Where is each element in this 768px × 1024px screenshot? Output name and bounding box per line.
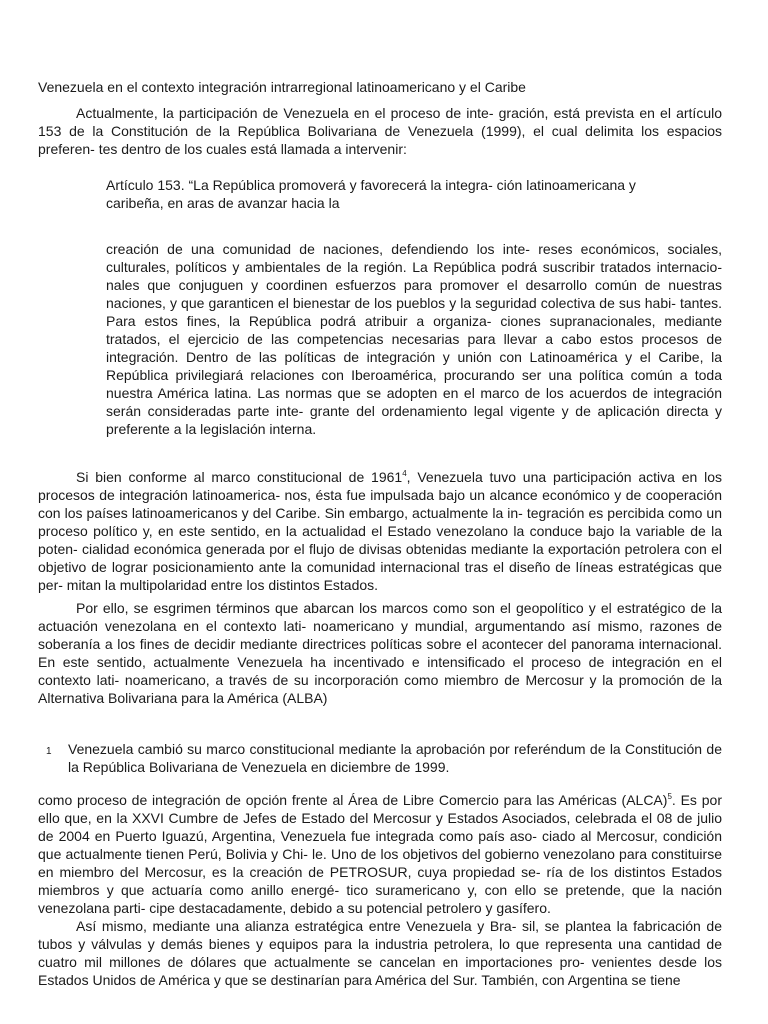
paragraph-geopolitical: Por ello, se esgrimen términos que abarcan los marcos como son el geopolítico y el estratégico de la actuación venezolana en el contexto lati- noamericano y mundial, argumentando así mismo, razones de soberanía a los fines de decidir mediante directrices políticas sobre el acontecer del panorama internacional. En este sentido, actualmente Venezuela ha incentivado e intensificado el proceso de integración en el contexto lati- noamericano, a través de su incorporación como miembro de Mercosur y la promoción de la Alternativa Bolivariana para la América (ALBA) [38,600,722,706]
paragraph-text: Si bien conforme al marco constitucional de 1961 [76,469,403,485]
paragraph-mercosur [38,791,722,917]
footnote-reference: 5 [667,792,672,801]
intro-paragraph: Actualmente, la participación de Venezuela en el proceso de inte- gración, está prevista en el artículo 153 de la Constitución de la República Bolivariana de Venezuela (1999), el cual delimita los espacios preferen- tes dentro de los cuales está llamada a intervenir: [38,105,722,157]
paragraph-text: como proceso de integración de opción frente al Área de Libre Comercio para las Américas (ALCA) [38,792,668,808]
footnote-reference: 4 [402,469,407,478]
paragraph-brazil-alliance: Así mismo, mediante una alianza estratégica entre Venezuela y Bra- sil, se plantea la fabricación de tubos y válvulas y demás bienes y equipos para la industria petrolera, lo que representa una cantidad de cuatro mil millones de dólares que actualmente se cancelan en importaciones pro- venientes desde los Estados Unidos de América y que se destinarían para América del Sur. También, con Argentina se tiene [38,918,722,988]
article-quote-body: creación de una comunidad de naciones, defendiendo los inte- reses económicos, sociales, culturales, políticos y ambientales de la región. La República podrá suscribir tratados internacio- nales que conjuguen y coordinen esfuerzos para promover el desarrollo común de nuestras naciones, y que garanticen el bienestar de los pueblos y la seguridad colectiva de sus habi- tantes. Para estos fines, la República podrá atribuir a organiza- ciones supranacionales, mediante tratados, el ejercicio de las competencias necesarias para llevar a cabo estos procesos de integración. Dentro de las políticas de integración y unión con Latinoamérica y el Caribe, la República privilegiará relaciones con Iberoamérica, procurando ser una política común a toda nuestra América latina. Las normas que se adopten en el marco de los acuerdos de integración serán consideradas parte inte- grante del ordenamiento legal vigente y de aplicación directa y preferente a la legislación interna. [106,241,722,437]
paragraph-constitutional-framework [38,468,722,594]
article-quote-opening: Artículo 153. “La República promoverá y favorecerá la integra- ción latinoamericana y caribeña, en aras de avanzar hacia la [106,177,636,211]
footnote-text: Venezuela cambió su marco constitucional mediante la aprobación por referéndum de la Constitución de la República Bolivariana de Venezuela en diciembre de 1999. [68,741,722,775]
paragraph-text: , Venezuela tuvo una participación activa en los procesos de integración latinoamerica- nos, ésta fue impulsada bajo un alcance económico y de cooperación con los países latinoamericanos y del Caribe. Sin embargo, actualmente la in- tegración es percibida como un proceso político y, en este sentido, en la actualidad el Estado venezolano la conduce bajo la variable de la poten- cialidad económica generada por el flujo de divisas obtenidas mediante la exportación petrolera con el objetivo de lograr posicionamiento ante la comunidad internacional tras el diseño de líneas estratégicas que per- mitan la multipolaridad entre los distintos Estados. [38,469,722,593]
section-title: Venezuela en el contexto integración intrarregional latinoamericano y el Caribe [38,79,526,95]
paragraph-text: . Es por ello que, en la XXVI Cumbre de Jefes de Estado del Mercosur y Estados Asociados, celebrada el 08 de julio de 2004 en Puerto Iguazú, Argentina, Venezuela fue integrada como país aso- ciado al Mercosur, condición que actualmente tienen Perú, Bolivia y Chi- le. Uno de los objetivos del gobierno venezolano para constituirse en miembro del Mercosur, es la creación de PETROSUR, cuya propiedad se- ría de los distintos Estados miembros y que actuaría como anillo energé- tico suramericano y, con ello se pretende, que la nación venezolana parti- cipe destacadamente, debido a su potencial petrolero y gasífero. [38,792,722,916]
footnote-number: 1 [46,746,52,757]
